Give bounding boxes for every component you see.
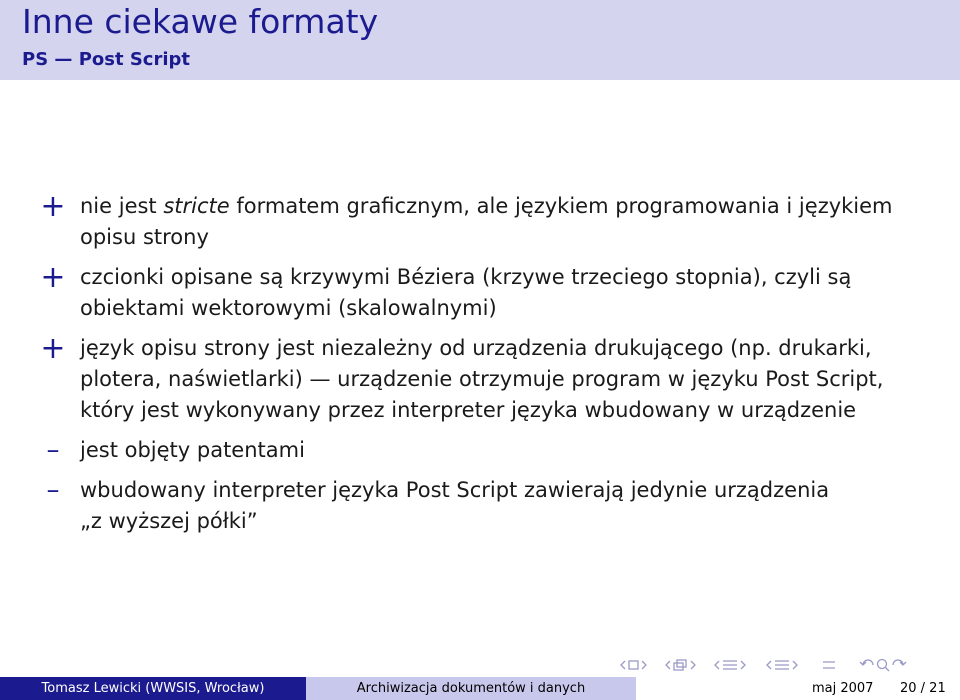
search-icon[interactable] [878,660,890,672]
page-title: Inne ciekawe formaty [22,2,379,41]
list-item [80,333,883,426]
nav-frame-icon[interactable] [674,660,686,670]
navigation-bar [618,656,938,674]
nav-section-prev-icon[interactable] [767,661,771,669]
nav-slide-prev-icon[interactable] [621,661,625,669]
nav-section-next-icon[interactable] [793,661,797,669]
item-line: obiektami wektorowymi (skalowalnymi) [80,296,497,320]
list-item [80,191,893,253]
bullet-dash-icon: – [46,435,60,465]
nav-slide-next-icon[interactable] [642,661,646,669]
item-line: wbudowany interpreter języka Post Script zawierają jedynie urządzenia [80,478,830,502]
nav-section-icon[interactable] [775,661,789,669]
bullet-plus-icon: + [40,189,66,224]
item-line: plotera, naświetlarki) — urządzenie otrzymuje program w języku Post Script, [80,367,884,391]
item-line: jest objęty patentami [80,438,305,462]
nav-slide-icon[interactable] [629,661,638,669]
bullet-plus-icon: + [40,331,66,366]
nav-subsection-prev-icon[interactable] [715,661,719,669]
footer-date: maj 2007 [812,681,874,696]
bullet-dash-icon: – [46,475,60,505]
footer-title: Archiwizacja dokumentów i danych [306,677,636,700]
nav-frame-next-icon[interactable] [691,661,695,669]
item-line [80,191,893,222]
slide-footer [0,677,960,700]
footer-author: Tomasz Lewicki (WWSIS, Wrocław) [0,677,306,700]
item-line: który jest wykonywany przez interpreter języka wbudowany w urządzenie [80,398,857,422]
list-item [80,475,829,537]
item-line: czcionki opisane są krzywymi Béziera (krzywe trzeciego stopnia), czyli są [80,265,852,289]
footer-date-page [636,677,960,700]
search-forward-icon[interactable] [893,660,906,665]
bullet-plus-icon: + [40,260,66,295]
item-text: nie jest [80,194,164,218]
page-subtitle: PS — Post Script [22,49,191,70]
item-line: język opisu strony jest niezależny od urządzenia drukującego (np. drukarki, [80,336,872,360]
item-line: „z wyższej półki” [80,509,258,533]
item-emphasis: stricte [163,194,230,218]
list-item [80,262,851,324]
nav-align-icon[interactable] [823,662,835,668]
nav-frame-prev-icon[interactable] [666,661,670,669]
slide-header [0,0,960,80]
item-line: opisu strony [80,225,209,249]
nav-subsection-next-icon[interactable] [741,661,745,669]
nav-subsection-icon[interactable] [723,661,737,669]
list-item [80,435,305,466]
item-text: formatem graficznym, ale językiem programowania i językiem [229,194,893,218]
search-back-icon[interactable] [860,660,873,665]
page-number: 20 / 21 [900,681,946,696]
